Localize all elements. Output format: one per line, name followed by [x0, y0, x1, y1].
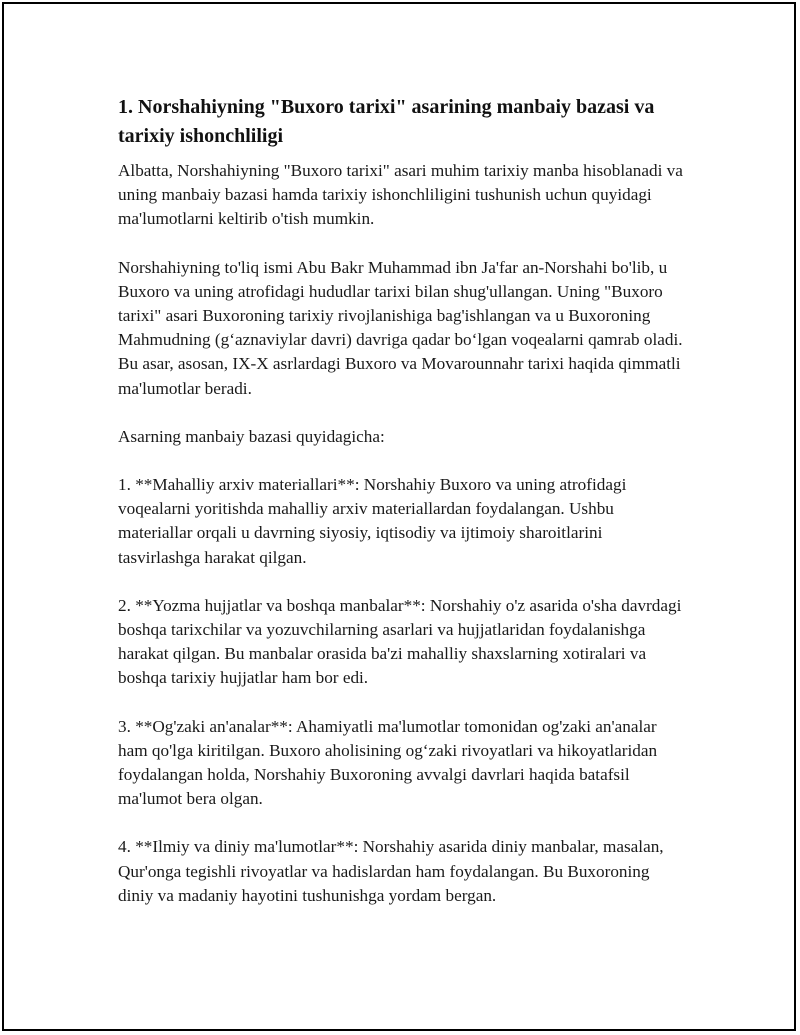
intro-paragraph: Albatta, Norshahiyning "Buxoro tarixi" asari muhim tarixiy manba hisoblanadi va uning manbaiy bazasi hamda tarixiy ishonchliligini tushunish uchun quyidagi ma'lumotlarni keltirib o'tish mumkin. — [118, 161, 683, 229]
list-item-oral-traditions: 3. **Og'zaki an'analar**: Ahamiyatli ma'lumotlar tomonidan og'zaki an'analar ham qo'lga kiritilgan. Buxoro aholisining og‘zaki rivoyatlari va hikoyatlaridan foydalangan holda, Norshahiy Buxoroning avvalgi davrlari haqida batafsil ma'lumot bera olgan. — [118, 716, 658, 809]
sources-intro-paragraph: Asarning manbaiy bazasi quyidagicha: — [118, 426, 385, 446]
list-item-local-archives: 1. **Mahalliy arxiv materiallari**: Norshahiy Buxoro va uning atrofidagi voqealarni yoritishda mahalliy arxiv materiallardan foydalangan. Ushbu materiallar orqali u davrning siyosiy, iqtisodiy va ijtimoiy sharoitlarini tasvirlashga harakat qilgan. — [118, 475, 627, 567]
document-body — [118, 93, 688, 932]
list-item-religious-data: 4. **Ilmiy va diniy ma'lumotlar**: Norshahiy asarida diniy manbalar, masalan, Qur'onga tegishli rivoyatlar va hadislardan ham foydalangan. Bu Buxoroning diniy va madaniy hayotini tushunishga yordam bergan. — [118, 837, 664, 905]
list-item-written-documents: 2. **Yozma hujjatlar va boshqa manbalar**: Norshahiy o'z asarida o'sha davrdagi boshqa tarixchilar va yozuvchilarning asarlari va hujjatlaridan foydalanishga harakat qilgan. Bu manbalar orasida ba'zi mahalliy shaxslarning xotiralari va boshqa tarixiy hujjatlar ham bor edi. — [118, 595, 682, 688]
author-paragraph: Norshahiyning to'liq ismi Abu Bakr Muhammad ibn Ja'far an-Norshahi bo'lib, u Buxoro va uning atrofidagi hududlar tarixi bilan shug'ullangan. Uning "Buxoro tarixi" asari Buxoroning tarixiy rivojlanishiga bag'ishlangan va u Buxoroning Mahmudning (g‘aznaviylar davri) davriga qadar bo‘lgan voqealarni qamrab oladi. Bu asar, asosan, IX-X asrlardagi Buxoro va Movarounnahr tarixi haqida qimmatli ma'lumotlar beradi. — [118, 257, 683, 398]
section-heading: 1. Norshahiyning "Buxoro tarixi" asarining manbaiy bazasi va tarixiy ishonchliligi — [118, 96, 655, 147]
